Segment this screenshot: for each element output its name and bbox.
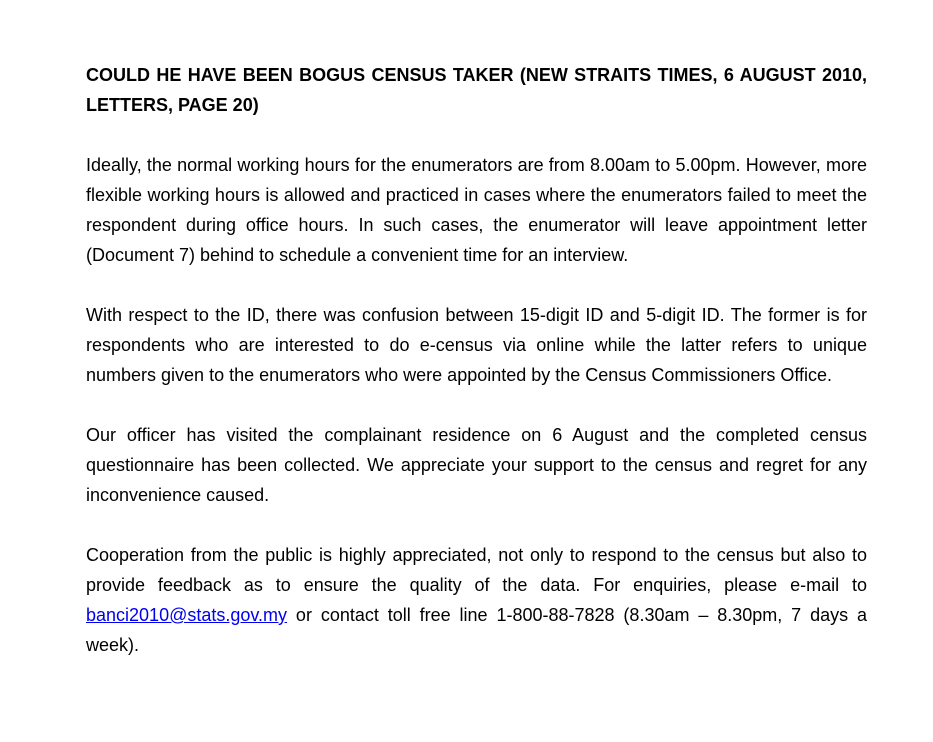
paragraph-working-hours: Ideally, the normal working hours for the enumerators are from 8.00am to 5.00pm. However, more flexible working hours is allowed and practiced in cases where the enumerators failed to meet the respondent during office hours. In such cases, the enumerator will leave appointment letter (Document 7) behind to schedule a convenient time for an interview. — [86, 155, 867, 265]
paragraph-cooperation — [86, 540, 867, 660]
paragraph-questionnaire-collected: Our officer has visited the complainant residence on 6 August and the completed census questionnaire has been collected. We appreciate your support to the census and regret for any inconvenience caused. — [86, 425, 867, 505]
email-link[interactable]: banci2010@stats.gov.my — [86, 605, 288, 625]
document-title: COULD HE HAVE BEEN BOGUS CENSUS TAKER (NEW STRAITS TIMES, 6 AUGUST 2010, LETTERS, PAGE 20) — [86, 65, 867, 115]
cooperation-text-end: or contact toll free line 1-800-88-7828 (8.30am – 8.30pm, 7 days a week). — [86, 605, 867, 655]
cooperation-text-start: Cooperation from the public is highly appreciated, not only to respond to the census but also to provide feedback as to ensure the quality of the data. For enquiries, please e-mail to — [86, 545, 867, 595]
paragraph-id-confusion: With respect to the ID, there was confusion between 15-digit ID and 5-digit ID. The former is for respondents who are interested to do e-census via online while the latter refers to unique numbers given to the enumerators who were appointed by the Census Commissioners Office. — [86, 305, 867, 385]
letter-document — [86, 60, 867, 660]
